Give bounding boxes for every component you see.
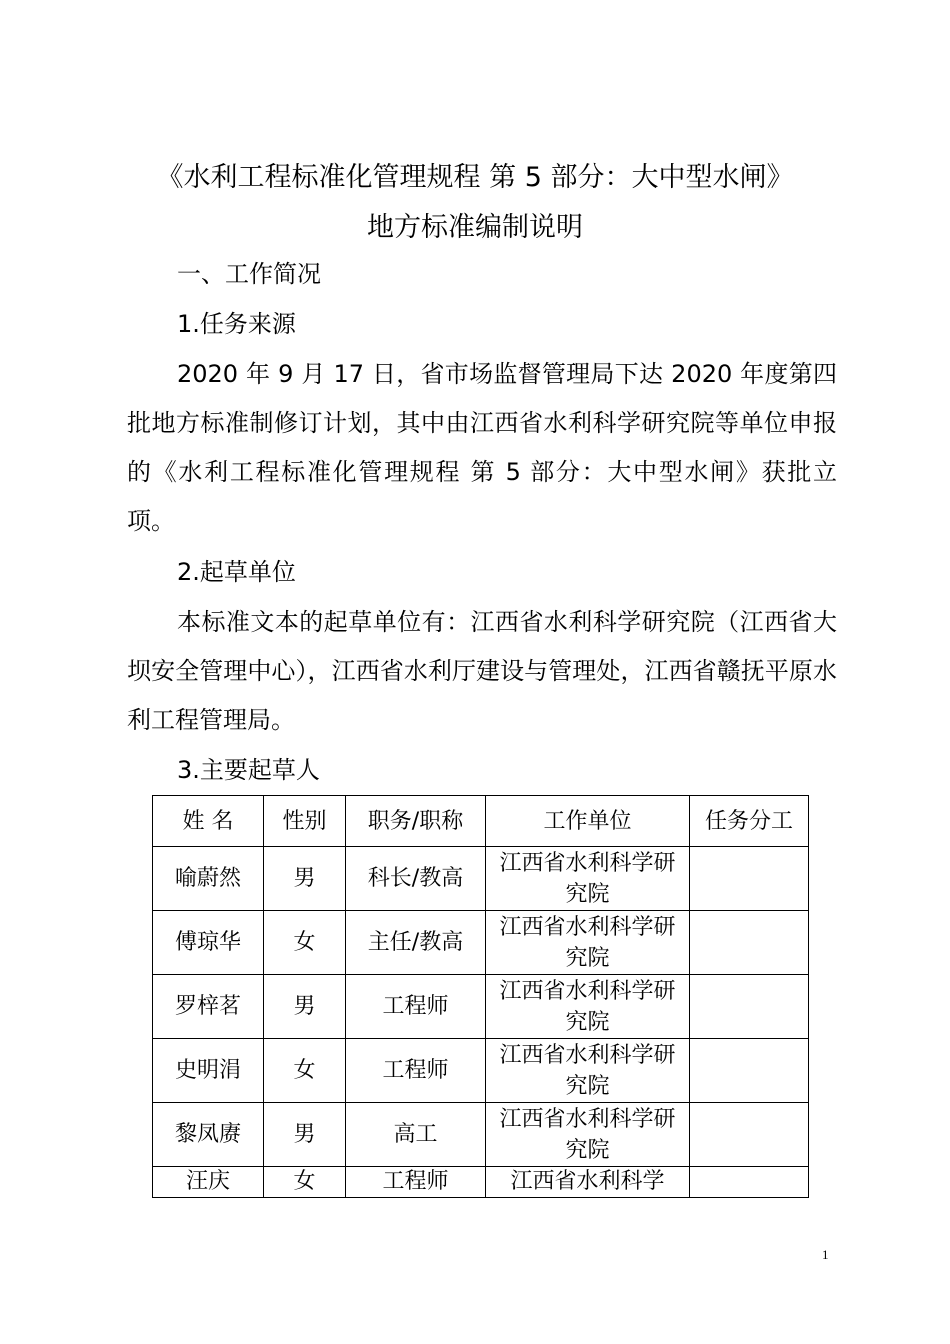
cell-title: 主任/教高 [346,911,486,975]
organization-text: 江西省水利科学研究院 [499,978,676,1035]
cell-title: 高工 [346,1103,486,1167]
cell-name: 罗梓茗 [153,975,264,1039]
organization-text: 江西省水利科学研究院 [499,850,676,907]
header-name: 姓 名 [153,796,264,847]
cell-organization: 江西省水利科学 [486,1167,690,1198]
header-title: 职务/职称 [346,796,486,847]
cell-organization [486,1039,690,1103]
cell-organization [486,847,690,911]
organization-text: 江西省水利科学研究院 [499,1042,676,1099]
subheading-task-source: 1.任务来源 [177,310,296,338]
cell-task [690,1039,809,1103]
cell-gender: 女 [264,911,346,975]
cell-task [690,1103,809,1167]
cell-gender: 男 [264,847,346,911]
paragraph-task-source: 2020 年 9 月 17 日，省市场监督管理局下达 2020 年度第四批地方标准制修订计划，其中由江西省水利科学研究院等单位申报的《水利工程标准化管理规程 第 5 部分：大中型水闸》获批立项。 [127,360,837,535]
organization-text: 江西省水利科学研究院 [499,914,676,971]
table-row [153,975,809,1039]
cell-gender: 女 [264,1039,346,1103]
drafters-table [152,795,809,1198]
cell-title: 工程师 [346,1167,486,1198]
table-row [153,1167,809,1198]
table-row [153,1039,809,1103]
subheading-main-drafters: 3.主要起草人 [177,756,320,784]
header-gender: 性别 [264,796,346,847]
table-row [153,1103,809,1167]
header-task: 任务分工 [690,796,809,847]
cell-title: 科长/教高 [346,847,486,911]
cell-gender: 女 [264,1167,346,1198]
cell-task [690,1167,809,1198]
organization-text: 江西省水利科学研究院 [499,1106,676,1163]
cell-name: 史明涓 [153,1039,264,1103]
cell-title: 工程师 [346,1039,486,1103]
cell-name: 黎凤赓 [153,1103,264,1167]
cell-title: 工程师 [346,975,486,1039]
document-title-line2: 地方标准编制说明 [367,212,583,243]
cell-gender: 男 [264,975,346,1039]
table-header-row [153,796,809,847]
page-number: 1 [822,1247,829,1262]
document-title-line1: 《水利工程标准化管理规程 第 5 部分：大中型水闸》 [156,162,794,193]
cell-gender: 男 [264,1103,346,1167]
cell-name: 喻蔚然 [153,847,264,911]
cell-organization [486,975,690,1039]
cell-task [690,975,809,1039]
cell-name: 傅琼华 [153,911,264,975]
cell-name: 汪庆 [153,1167,264,1198]
section-heading-overview: 一、工作简况 [177,260,321,288]
cell-organization [486,911,690,975]
cell-task [690,847,809,911]
cell-organization [486,1103,690,1167]
table-row [153,911,809,975]
paragraph-drafting-units: 本标准文本的起草单位有：江西省水利科学研究院（江西省大坝安全管理中心），江西省水利厅建设与管理处，江西省赣抚平原水利工程管理局。 [127,608,837,734]
header-organization: 工作单位 [486,796,690,847]
table-row [153,847,809,911]
cell-task [690,911,809,975]
subheading-drafting-units: 2.起草单位 [177,558,296,586]
